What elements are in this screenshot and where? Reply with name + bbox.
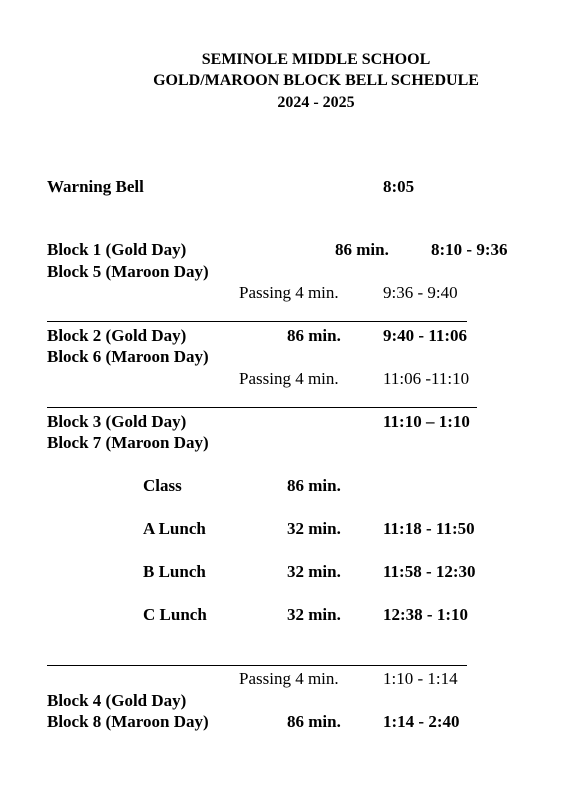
block2-duration: 86 min. [287,326,341,345]
block3-gold-label: Block 3 (Gold Day) [47,412,187,431]
block4-duration: 86 min. [287,712,341,731]
block8-maroon-label: Block 8 (Maroon Day) [47,712,209,731]
divider [47,665,467,666]
block5-maroon-label: Block 5 (Maroon Day) [47,262,209,281]
school-year: 2024 - 2025 [277,94,355,111]
divider [47,321,467,322]
block4-time: 1:14 - 2:40 [383,712,460,731]
block2-gold-label: Block 2 (Gold Day) [47,326,187,345]
lunch-c-time: 12:38 - 1:10 [383,605,468,624]
school-name: SEMINOLE MIDDLE SCHOOL [201,51,431,68]
block4-gold-label: Block 4 (Gold Day) [47,691,187,710]
lunch-c-label: C Lunch [143,605,207,624]
block2-passing-time: 11:06 -11:10 [383,369,470,388]
lunch-b-time: 11:58 - 12:30 [383,562,476,581]
block2-passing-label: Passing 4 min. [239,369,339,388]
block1-passing-time: 9:36 - 9:40 [383,283,458,302]
block6-maroon-label: Block 6 (Maroon Day) [47,347,209,366]
class-label: Class [143,476,182,495]
block1-time: 8:10 - 9:36 [431,240,508,259]
block7-maroon-label: Block 7 (Maroon Day) [47,433,209,452]
block3-passing-time: 1:10 - 1:14 [383,669,458,688]
block1-duration: 86 min. [335,240,389,259]
divider [47,407,477,408]
warning-bell-time: 8:05 [383,177,415,196]
block2-time: 9:40 - 11:06 [383,326,468,345]
lunch-a-duration: 32 min. [287,519,341,538]
lunch-b-duration: 32 min. [287,562,341,581]
lunch-c-duration: 32 min. [287,605,341,624]
lunch-b-label: B Lunch [143,562,206,581]
lunch-a-time: 11:18 - 11:50 [383,519,475,538]
block3-time: 11:10 – 1:10 [383,412,470,431]
block1-gold-label: Block 1 (Gold Day) [47,240,187,259]
lunch-a-label: A Lunch [143,519,206,538]
class-duration: 86 min. [287,476,341,495]
schedule-title: GOLD/MAROON BLOCK BELL SCHEDULE [153,72,479,89]
block3-passing-label: Passing 4 min. [239,669,339,688]
block1-passing-label: Passing 4 min. [239,283,339,302]
warning-bell-label: Warning Bell [47,177,144,196]
